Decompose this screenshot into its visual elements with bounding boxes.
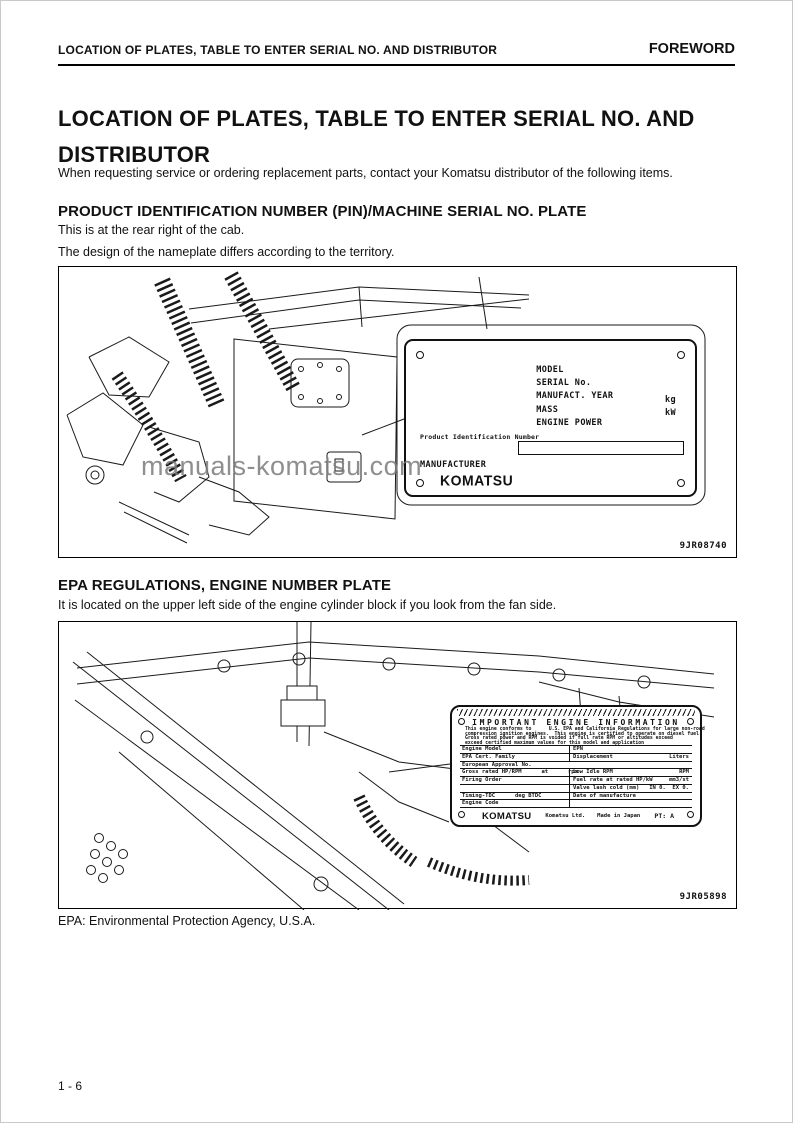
hatch-strip xyxy=(457,709,695,716)
epa-cell: Firing Order xyxy=(462,777,502,783)
figure-code: 9JR08740 xyxy=(679,541,727,551)
epa-cell: Valve lash cold (mm) xyxy=(573,784,640,791)
section-heading-pin-plate: PRODUCT IDENTIFICATION NUMBER (PIN)/MACHINE SERIAL NO. PLATE xyxy=(58,203,587,220)
section1-line1: This is at the rear right of the cab. xyxy=(58,223,245,237)
plate-field-label: SERIAL No. xyxy=(536,378,592,389)
plate-field-label: ENGINE POWER xyxy=(536,417,603,428)
nameplate-fields xyxy=(481,355,682,428)
epa-table-row xyxy=(460,768,692,776)
epa-unit: Liters xyxy=(669,753,689,760)
epa-cell: Engine Code xyxy=(462,800,499,807)
epa-engine-plate xyxy=(450,705,705,827)
page-title: LOCATION OF PLATES, TABLE TO ENTER SERIAL NO. AND DISTRIBUTOR xyxy=(58,106,695,167)
epa-cell: EPA Cert. Family xyxy=(462,753,515,760)
epa-unit: IN 0. EX 0. xyxy=(649,784,689,791)
epa-unit: mm3/st xyxy=(669,777,689,783)
epa-cell: Date of manufacture xyxy=(573,792,636,799)
epa-spec-table xyxy=(460,745,692,808)
epa-plate-title: IMPORTANT ENGINE INFORMATION xyxy=(472,718,680,727)
epa-disclaimer-line: exceed certified maximum values for this model and application xyxy=(465,740,645,746)
running-header-title: LOCATION OF PLATES, TABLE TO ENTER SERIAL NO. AND DISTRIBUTOR xyxy=(58,43,498,57)
epa-table-row xyxy=(460,776,692,784)
running-header xyxy=(58,41,735,66)
figure-pin-plate-location xyxy=(58,266,737,558)
epa-cell: Low Idle RPM xyxy=(573,769,613,776)
epa-cell: Engine Model xyxy=(462,746,502,752)
screw-hole-icon xyxy=(458,811,465,818)
epa-table-row xyxy=(460,753,692,761)
epa-cell: Fuel rate at rated HP/kW xyxy=(573,777,653,783)
maker-label: Komatsu Ltd. xyxy=(545,813,586,819)
plate-field-row xyxy=(481,407,682,428)
pin-label: Product Identification Number xyxy=(420,433,540,441)
komatsu-logo: KOMATSU xyxy=(482,810,532,822)
plate-field-row xyxy=(481,368,682,389)
epa-disclaimer-line: compression ignition engines. This engine is certified to operate on diesel fuel. xyxy=(465,731,702,737)
epa-cell: Gross rated HP/RPM at rpm xyxy=(462,769,578,776)
epa-cell: Displacement xyxy=(573,753,613,760)
plate-field-label: MASS xyxy=(536,404,559,415)
screw-hole-icon xyxy=(416,351,424,359)
komatsu-logo: KOMATSU xyxy=(440,471,514,489)
epa-cell xyxy=(460,785,569,792)
screw-hole-icon xyxy=(687,811,694,818)
epa-disclaimer-line: Gross rated power and RPM is voided if full rate RPM or altitudes exceed xyxy=(465,736,673,741)
origin-label: Made in Japan xyxy=(597,813,641,819)
intro-paragraph: When requesting service or ordering replacement parts, contact your Komatsu distributor of the following items. xyxy=(58,166,673,180)
plate-field-label: MANUFACT. YEAR xyxy=(536,391,614,402)
epa-footnote: EPA: Environmental Protection Agency, U.S.A. xyxy=(58,914,316,928)
figure-code: 9JR05898 xyxy=(679,892,727,902)
section-heading-epa-plate: EPA REGULATIONS, ENGINE NUMBER PLATE xyxy=(58,577,392,594)
manufacturer-label: MANUFACTURER xyxy=(420,460,487,470)
epa-table-row xyxy=(460,745,692,753)
running-header-section: FOREWORD xyxy=(648,41,735,57)
epa-table-row xyxy=(460,799,692,807)
pin-entry-box xyxy=(518,441,684,455)
watermark: manuals-komatsu.com xyxy=(141,451,423,481)
figure-engine-plate-location xyxy=(58,621,737,909)
epa-table-row xyxy=(460,784,692,792)
plate-field-row xyxy=(481,355,682,375)
page-number: 1 - 6 xyxy=(58,1079,83,1093)
pt-label: PT: A xyxy=(654,812,674,820)
plate-field-unit: kW xyxy=(664,407,676,418)
plate-field-label: MODEL xyxy=(536,365,564,375)
epa-unit: RPM xyxy=(679,769,689,776)
screw-hole-icon xyxy=(677,479,685,487)
epa-table-row xyxy=(460,761,692,769)
epa-plate-footer xyxy=(468,808,684,824)
epa-disclaimer xyxy=(465,727,705,746)
serial-nameplate xyxy=(404,339,697,497)
section2-line1: It is located on the upper left side of the engine cylinder block if you look from the fan side. xyxy=(58,598,557,612)
section1-line2: The design of the nameplate differs according to the territory. xyxy=(58,245,395,259)
plate-field-unit: kg xyxy=(664,394,676,405)
epa-cell: Timing-TDC deg BTDC xyxy=(462,792,542,799)
epa-disclaimer-line: This engine conforms to U.S. EPA and California Regulations for large non-road xyxy=(465,727,705,732)
epa-cell: EPN xyxy=(573,746,583,752)
epa-table-row xyxy=(460,792,692,800)
epa-cell: European Approval No. xyxy=(462,761,532,768)
